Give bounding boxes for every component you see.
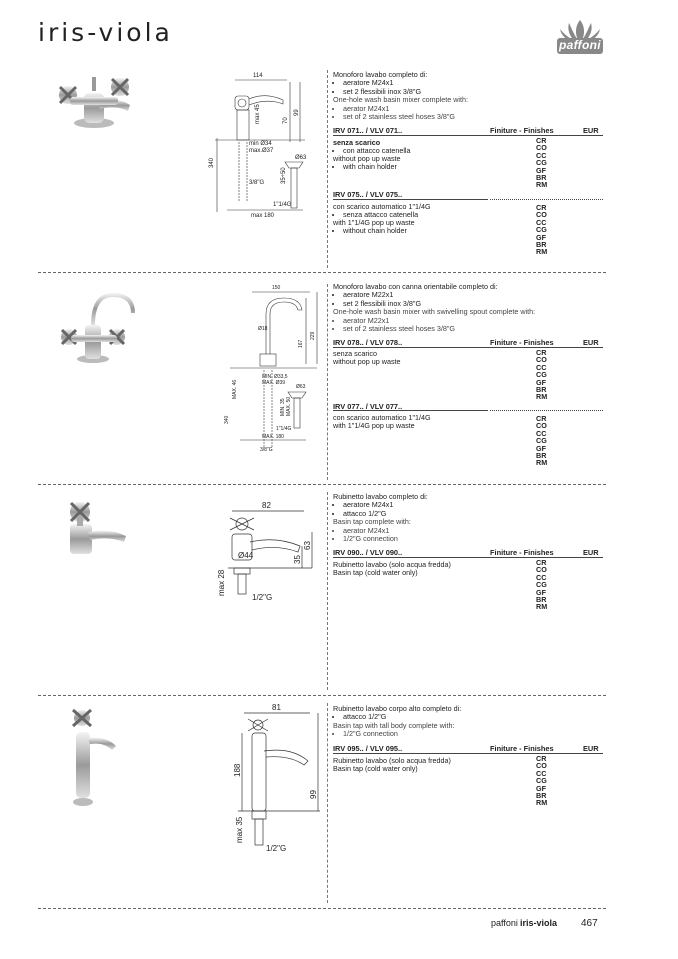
rule-line bbox=[333, 410, 488, 411]
eur-header: EUR bbox=[583, 548, 599, 557]
svg-text:MAX. 50: MAX. 50 bbox=[286, 396, 292, 416]
finishes-header: Finiture - Finishes bbox=[490, 744, 554, 753]
svg-text:99: 99 bbox=[294, 109, 300, 116]
section-separator bbox=[38, 695, 606, 696]
svg-text:MAX. Ø39: MAX. Ø39 bbox=[262, 380, 286, 386]
rule-line bbox=[333, 199, 488, 200]
product-photo-irv090 bbox=[60, 498, 132, 560]
dotted-rule bbox=[490, 199, 603, 200]
finish-list: CR CO CC CG GF BR RM bbox=[536, 558, 548, 612]
article-code: IRV 090.. / VLV 090.. bbox=[333, 548, 403, 557]
eur-header: EUR bbox=[583, 126, 599, 135]
svg-text:max 180: max 180 bbox=[251, 213, 275, 218]
product-photo-irv071 bbox=[50, 75, 140, 130]
variant-option-text: Rubinetto lavabo (solo acqua fredda) Basin tap (cold water only) bbox=[333, 756, 451, 774]
rule-line bbox=[333, 753, 603, 754]
page-title: iris-viola bbox=[38, 18, 173, 47]
rule-line bbox=[333, 557, 603, 558]
svg-text:114: 114 bbox=[253, 73, 263, 79]
column-separator bbox=[327, 703, 328, 903]
svg-text:1"1/4G: 1"1/4G bbox=[273, 202, 292, 208]
svg-text:max 45: max 45 bbox=[255, 104, 261, 124]
svg-text:Ø63: Ø63 bbox=[295, 155, 307, 161]
column-separator bbox=[327, 70, 328, 268]
svg-text:340: 340 bbox=[209, 157, 215, 168]
svg-text:35÷50: 35÷50 bbox=[281, 167, 287, 184]
rule-line bbox=[333, 347, 603, 348]
svg-text:82: 82 bbox=[262, 501, 271, 510]
logo-wordmark: paffoni bbox=[559, 38, 601, 52]
svg-text:Ø44: Ø44 bbox=[238, 551, 254, 560]
technical-drawing-irv090 bbox=[212, 498, 317, 604]
article-code: IRV 077.. / VLV 077.. bbox=[333, 402, 403, 411]
product-description-irv090: Rubinetto lavabo completo di: • aeratore M24x1 • attacco 1/2"G Basin tap complete with: • aerator M24x1 • 1/2"G connection bbox=[333, 493, 593, 543]
section-separator bbox=[38, 908, 606, 909]
svg-text:3/8"G: 3/8"G bbox=[260, 447, 273, 453]
article-code: IRV 071.. / VLV 071.. bbox=[333, 126, 403, 135]
svg-text:MIN. 35: MIN. 35 bbox=[280, 398, 286, 416]
technical-drawing-irv095 bbox=[222, 703, 322, 855]
eur-header: EUR bbox=[583, 338, 599, 347]
svg-text:MIN. Ø33,5: MIN. Ø33,5 bbox=[262, 374, 288, 380]
svg-text:Ø18: Ø18 bbox=[258, 326, 268, 332]
technical-drawing-irv078 bbox=[222, 284, 322, 456]
svg-text:150: 150 bbox=[272, 285, 281, 291]
section-separator bbox=[38, 484, 606, 485]
svg-text:1/2"G: 1/2"G bbox=[252, 593, 273, 602]
svg-text:81: 81 bbox=[272, 703, 281, 712]
svg-text:1"1/4G: 1"1/4G bbox=[276, 426, 292, 432]
product-description-irv071: Monoforo lavabo completo di: • aeratore M24x1 • set 2 flessibili inox 3/8"G One-hole wash basin mixer complete with: • aerator M24x1 • set of 2 stainless steel hoses 3/8"G bbox=[333, 71, 593, 121]
finish-list: CR CO CC CG GF BR RM bbox=[536, 203, 548, 257]
article-code: IRV 095.. / VLV 095.. bbox=[333, 744, 403, 753]
finish-list: CR CO CC CG GF BR RM bbox=[536, 348, 548, 402]
article-code: IRV 075.. / VLV 075.. bbox=[333, 190, 403, 199]
svg-text:max.Ø37: max.Ø37 bbox=[249, 148, 274, 154]
finish-list: CR CO CC CG GF BR RM bbox=[536, 136, 548, 190]
page-number: 467 bbox=[581, 918, 598, 929]
finish-list: CR CO CC CG GF BR RM bbox=[536, 414, 548, 468]
svg-text:3/8"G: 3/8"G bbox=[249, 180, 265, 186]
svg-text:188: 188 bbox=[233, 763, 242, 777]
finishes-header: Finiture - Finishes bbox=[490, 338, 554, 347]
svg-text:max 35: max 35 bbox=[235, 816, 244, 843]
finish-list: CR CO CC CG GF BR RM bbox=[536, 754, 548, 808]
footer-series: iris-viola bbox=[520, 918, 558, 928]
variant-option-text: senza scarico without pop up waste bbox=[333, 349, 401, 367]
column-separator bbox=[327, 492, 328, 690]
technical-drawing-irv071 bbox=[205, 72, 317, 218]
footer-brand: paffoni bbox=[491, 918, 518, 928]
svg-text:167: 167 bbox=[298, 339, 304, 348]
svg-text:99: 99 bbox=[309, 790, 318, 799]
svg-text:35: 35 bbox=[293, 555, 302, 564]
svg-text:min Ø34: min Ø34 bbox=[249, 141, 272, 147]
finishes-header: Finiture - Finishes bbox=[490, 548, 554, 557]
variant-option-text: Rubinetto lavabo (solo acqua fredda) Basin tap (cold water only) bbox=[333, 560, 451, 578]
svg-text:229: 229 bbox=[310, 331, 316, 340]
dotted-rule bbox=[490, 410, 603, 411]
svg-text:MAX. 180: MAX. 180 bbox=[262, 434, 284, 440]
product-description-irv095: Rubinetto lavabo corpo alto completo di: • attacco 1/2"G Basin tap with tall body complete with: • 1/2"G connection bbox=[333, 705, 593, 739]
column-separator bbox=[327, 284, 328, 480]
finishes-header: Finiture - Finishes bbox=[490, 126, 554, 135]
svg-text:70: 70 bbox=[283, 117, 289, 124]
eur-header: EUR bbox=[583, 744, 599, 753]
variant-option-text: con scarico automatico 1"1/4G with 1"1/4G pop up waste bbox=[333, 413, 431, 431]
svg-text:340: 340 bbox=[224, 415, 230, 424]
svg-text:Ø63: Ø63 bbox=[296, 384, 306, 390]
section-separator bbox=[38, 272, 606, 273]
product-description-irv078: Monoforo lavabo con canna orientabile completo di: • aeratore M22x1 • set 2 flessibili inox 3/8"G One-hole wash basin mixer with swivelling spout complete with: • aerator M22x1 • set of 2 stainless steel hoses 3/8"G bbox=[333, 283, 593, 333]
variant-option-text: con scarico automatico 1"1/4G • senza attacco catenella with 1"1/4G pop up waste • without chain holder bbox=[333, 203, 431, 235]
variant-option-text: senza scarico • con attacco catenella without pop up waste • with chain holder bbox=[333, 139, 411, 171]
svg-text:max 28: max 28 bbox=[217, 569, 226, 596]
rule-line bbox=[333, 135, 603, 136]
svg-text:MAX. 46: MAX. 46 bbox=[232, 379, 238, 399]
svg-text:1/2"G: 1/2"G bbox=[266, 844, 287, 853]
product-photo-irv078 bbox=[55, 285, 145, 365]
product-photo-irv095 bbox=[62, 708, 122, 810]
svg-text:63: 63 bbox=[303, 541, 312, 550]
article-code: IRV 078.. / VLV 078.. bbox=[333, 338, 403, 347]
